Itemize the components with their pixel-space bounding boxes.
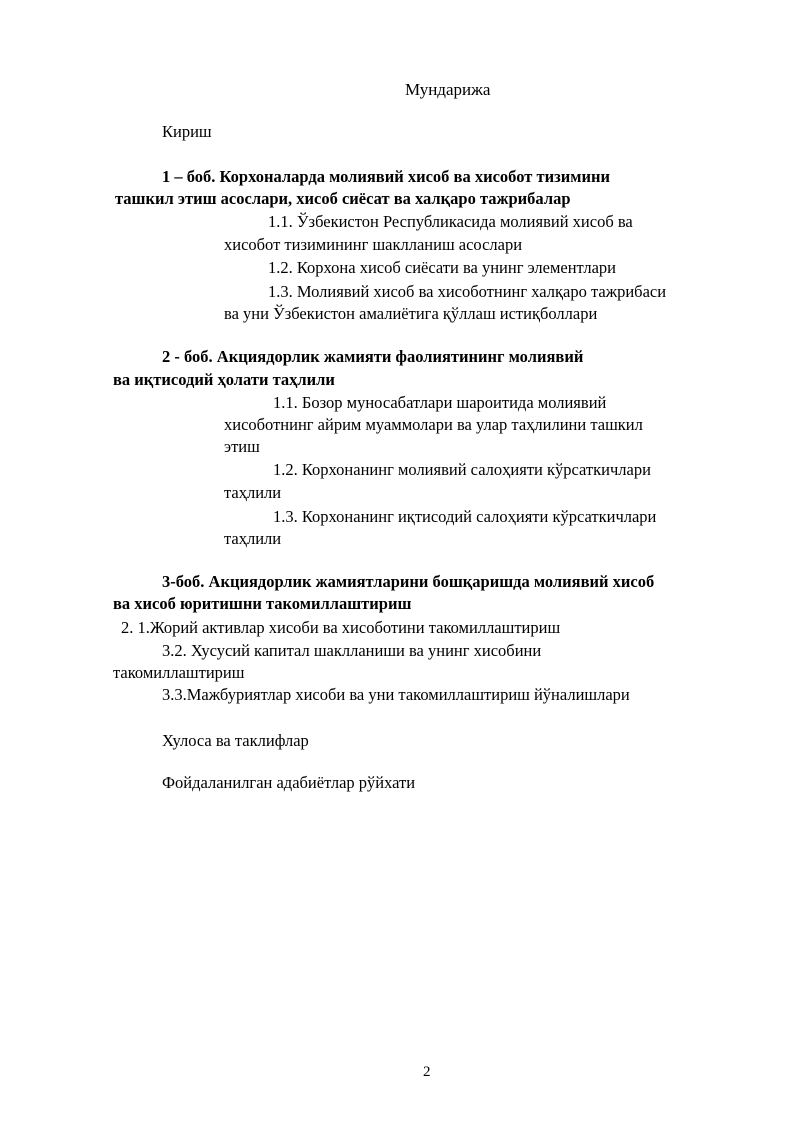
chapter-3-section-1-line-1: 2. 1.Жорий активлар хисоби ва хисоботини такомиллаштириш (121, 618, 561, 637)
chapter-2-section-2-line-1: 1.2. Корхонанинг молиявий салоҳияти кўрсаткичлари (273, 460, 651, 479)
toc-intro: Кириш (162, 122, 212, 141)
chapter-1-heading-line-1: 1 – боб. Корхоналарда молиявий хисоб ва хисобот тизимини (162, 167, 610, 186)
page-title: Мундарижа (405, 80, 491, 99)
chapter-2-section-3-line-2: таҳлили (224, 529, 282, 548)
chapter-1-section-1-line-2: хисобот тизимининг шаклланиш асослари (224, 235, 523, 254)
chapter-2-section-3-line-1: 1.3. Корхонанинг иқтисодий салоҳияти кўрсаткичлари (273, 507, 657, 526)
chapter-2-section-1-line-1: 1.1. Бозор муносабатлари шароитида молиявий (273, 393, 607, 412)
chapter-2-section-1-line-2: хисоботнинг айрим муаммолари ва улар таҳлилини ташкил (224, 415, 643, 434)
chapter-3-section-2-line-1: 3.2. Хусусий капитал шаклланиши ва унинг хисобини (162, 641, 542, 660)
page-number: 2 (423, 1064, 431, 1080)
toc-references: Фойдаланилган адабиётлар рўйхати (162, 773, 416, 792)
chapter-2-heading-line-2: ва иқтисодий ҳолати таҳлили (113, 370, 335, 389)
chapter-1-section-3-line-2: ва уни Ўзбекистон амалиётига қўллаш истиқболлари (224, 304, 598, 323)
chapter-2-heading-line-1: 2 - боб. Акциядорлик жамияти фаолиятининг молиявий (162, 347, 584, 366)
chapter-1-section-2-line-1: 1.2. Корхона хисоб сиёсати ва унинг элементлари (268, 258, 616, 277)
chapter-3-heading-line-1: 3-боб. Акциядорлик жамиятларини бошқаришда молиявий хисоб (162, 572, 655, 591)
chapter-3-heading-line-2: ва хисоб юритишни такомиллаштириш (113, 594, 412, 613)
chapter-1-heading-line-2: ташкил этиш асослари, хисоб сиёсат ва халқаро тажрибалар (115, 189, 571, 208)
chapter-2-section-1-line-3: этиш (224, 437, 260, 456)
chapter-3-section-2-line-2: такомиллаштириш (113, 663, 245, 682)
chapter-1-section-1-line-1: 1.1. Ўзбекистон Республикасида молиявий хисоб ва (268, 212, 633, 231)
chapter-2-section-2-line-2: таҳлили (224, 483, 282, 502)
chapter-3-section-3-line-1: 3.3.Мажбуриятлар хисоби ва уни такомиллаштириш йўналишлари (162, 685, 630, 704)
toc-conclusion: Хулоса ва таклифлар (162, 731, 309, 750)
chapter-1-section-3-line-1: 1.3. Молиявий хисоб ва хисоботнинг халқаро тажрибаси (268, 282, 667, 301)
